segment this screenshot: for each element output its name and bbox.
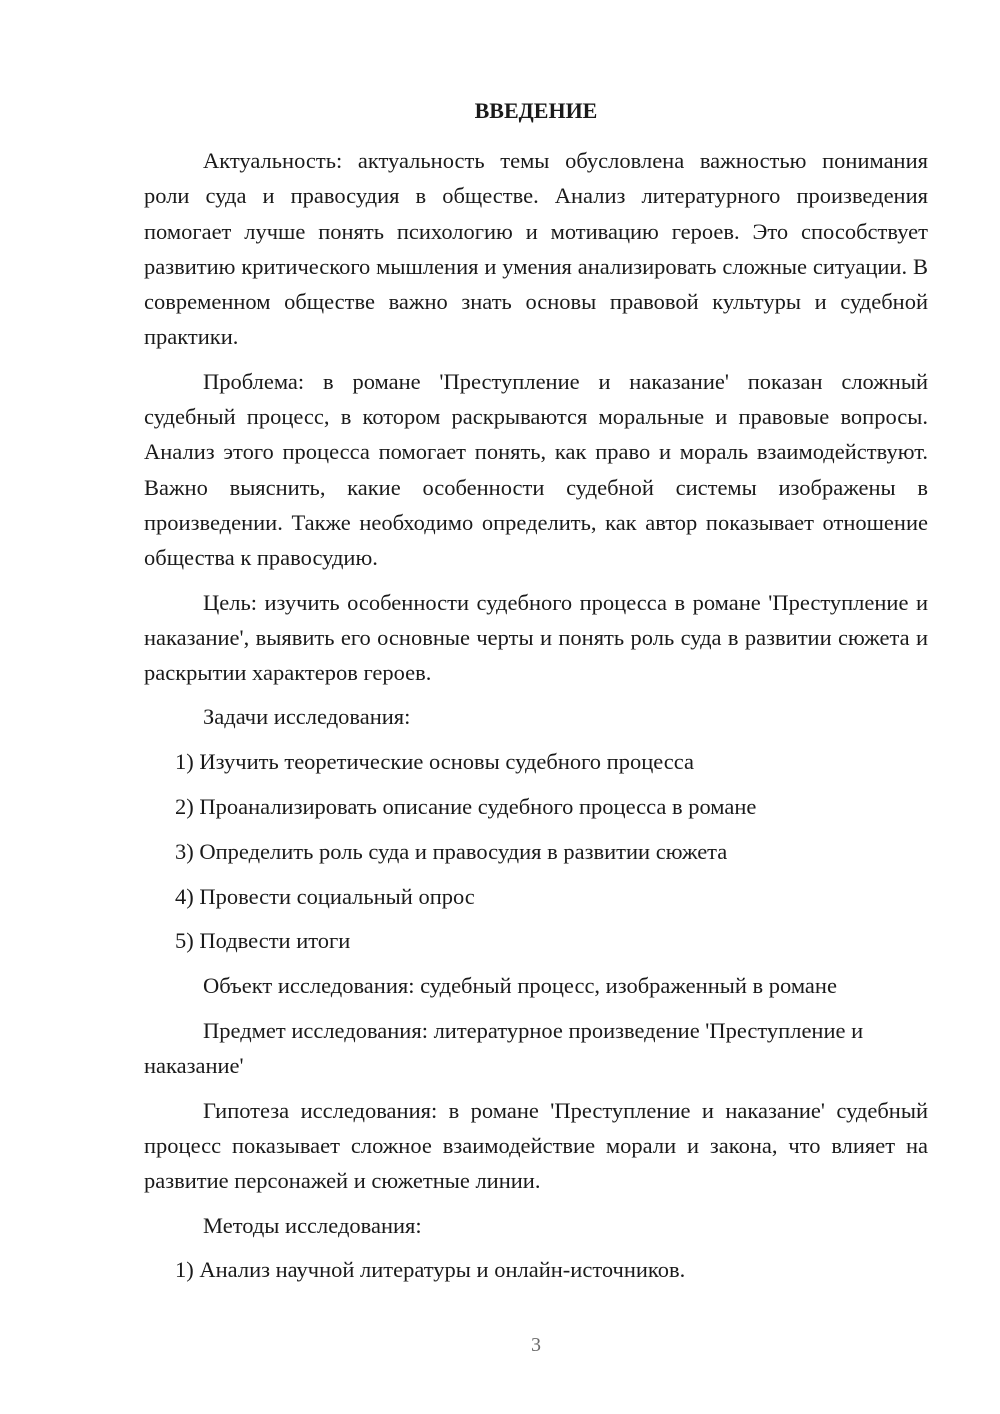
goal-paragraph: Цель: изучить особенности судебного процесса в романе 'Преступление и наказание', выявить его основные черты и понять роль суда в развитии сюжета и раскрытии характеров героев. — [144, 589, 928, 686]
section-title: ВВЕДЕНИЕ — [474, 98, 598, 123]
task-item: 2) Проанализировать описание судебного процесса в романе — [175, 794, 757, 820]
problem-paragraph: Проблема: в романе 'Преступление и наказание' показан сложный судебный процесс, в котором раскрываются моральные и правовые вопросы. Анализ этого процесса помогает понять, как право и мораль взаимодействуют. Важно выяснить, какие особенности судебной системы изображены в произведении. Также необходимо определить, как автор показывает отношение общества к правосудию. — [144, 368, 928, 571]
task-item: 5) Подвести итоги — [175, 928, 351, 954]
task-item: 1) Изучить теоретические основы судебного процесса — [175, 749, 695, 775]
task-item: 3) Определить роль суда и правосудия в развитии сюжета — [175, 838, 728, 864]
page-number: 3 — [531, 1334, 541, 1356]
tasks-heading: Задачи исследования: — [203, 704, 411, 730]
document-body — [144, 143, 928, 1297]
methods-heading: Методы исследования: — [203, 1212, 422, 1238]
method-item: 1) Анализ научной литературы и онлайн-источников. — [175, 1257, 686, 1283]
relevance-paragraph: Актуальность: актуальность темы обусловлена важностью понимания роли суда и правосудия в обществе. Анализ литературного произведения помогает лучше понять психологию и мотивацию героев. Это способствует развитию критического мышления и умения анализировать сложные ситуации. В современном обществе важно знать основы правовой культуры и судебной практики. — [144, 148, 928, 350]
object-paragraph: Объект исследования: судебный процесс, изображенный в романе — [203, 973, 837, 999]
subject-paragraph: Предмет исследования: литературное произведение 'Преступление и наказание' — [144, 1018, 864, 1079]
task-item: 4) Провести социальный опрос — [175, 883, 475, 909]
hypothesis-paragraph: Гипотеза исследования: в романе 'Преступление и наказание' судебный процесс показывает сложное взаимодействие морали и закона, что влияет на развитие персонажей и сюжетные линии. — [144, 1097, 928, 1194]
document-page — [144, 0, 928, 1414]
